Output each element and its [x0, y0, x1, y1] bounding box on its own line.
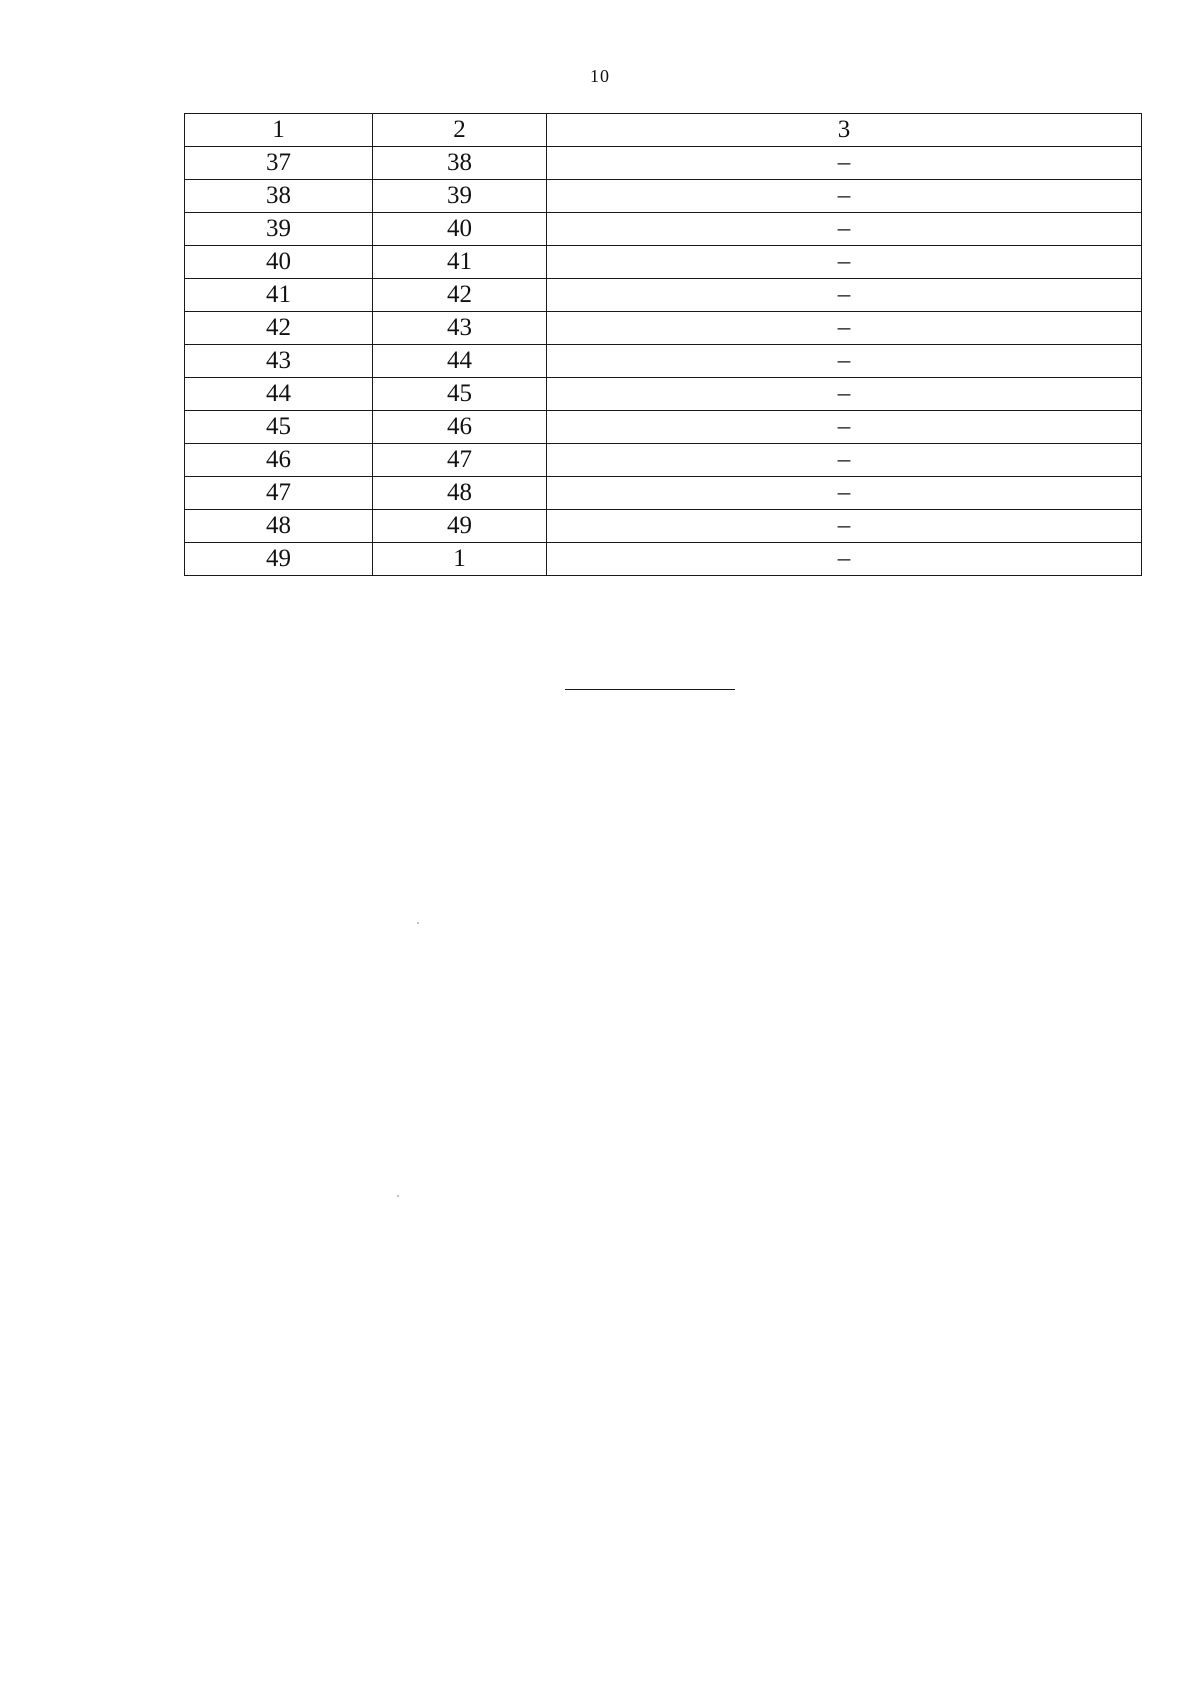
table-cell: 1	[373, 543, 547, 576]
end-of-document-rule	[565, 689, 735, 690]
data-table	[184, 113, 1142, 576]
table-cell: 48	[373, 477, 547, 510]
table-cell: 49	[185, 543, 373, 576]
scan-speck	[417, 922, 419, 924]
table-cell: –	[547, 411, 1142, 444]
table-cell: 43	[185, 345, 373, 378]
table-cell: 46	[185, 444, 373, 477]
table-row	[185, 147, 1142, 180]
table-cell: –	[547, 477, 1142, 510]
table-cell: 40	[185, 246, 373, 279]
table-cell: 46	[373, 411, 547, 444]
table-cell: –	[547, 444, 1142, 477]
table-row	[185, 543, 1142, 576]
table-cell: –	[547, 180, 1142, 213]
table-cell: 48	[185, 510, 373, 543]
table-cell: 38	[185, 180, 373, 213]
table-row	[185, 510, 1142, 543]
table-row	[185, 312, 1142, 345]
table-cell: 47	[185, 477, 373, 510]
table-cell: 39	[373, 180, 547, 213]
table-row	[185, 444, 1142, 477]
table-cell: 44	[185, 378, 373, 411]
table-cell: 38	[373, 147, 547, 180]
table-row	[185, 345, 1142, 378]
table-row	[185, 213, 1142, 246]
column-number-cell: 1	[185, 114, 373, 147]
scan-speck	[397, 1195, 399, 1197]
table-row	[185, 411, 1142, 444]
table-cell: 42	[185, 312, 373, 345]
page-number: 10	[590, 66, 610, 86]
table-row	[185, 180, 1142, 213]
table-cell: –	[547, 312, 1142, 345]
table-cell: –	[547, 279, 1142, 312]
table-cell: –	[547, 378, 1142, 411]
table-cell: 44	[373, 345, 547, 378]
table-cell: –	[547, 345, 1142, 378]
table-cell: 41	[373, 246, 547, 279]
table-cell: 41	[185, 279, 373, 312]
table-cell: 49	[373, 510, 547, 543]
table-cell: –	[547, 510, 1142, 543]
table-row	[185, 279, 1142, 312]
table-cell: –	[547, 147, 1142, 180]
column-number-cell: 3	[547, 114, 1142, 147]
table-header-row	[185, 114, 1142, 147]
table-cell: –	[547, 543, 1142, 576]
table-cell: –	[547, 246, 1142, 279]
table-cell: 45	[373, 378, 547, 411]
table-cell: –	[547, 213, 1142, 246]
table-row	[185, 246, 1142, 279]
table-cell: 39	[185, 213, 373, 246]
table-cell: 42	[373, 279, 547, 312]
table-cell: 47	[373, 444, 547, 477]
table-cell: 45	[185, 411, 373, 444]
table-cell: 43	[373, 312, 547, 345]
table-row	[185, 477, 1142, 510]
table-cell: 40	[373, 213, 547, 246]
column-number-cell: 2	[373, 114, 547, 147]
table-cell: 37	[185, 147, 373, 180]
table-row	[185, 378, 1142, 411]
